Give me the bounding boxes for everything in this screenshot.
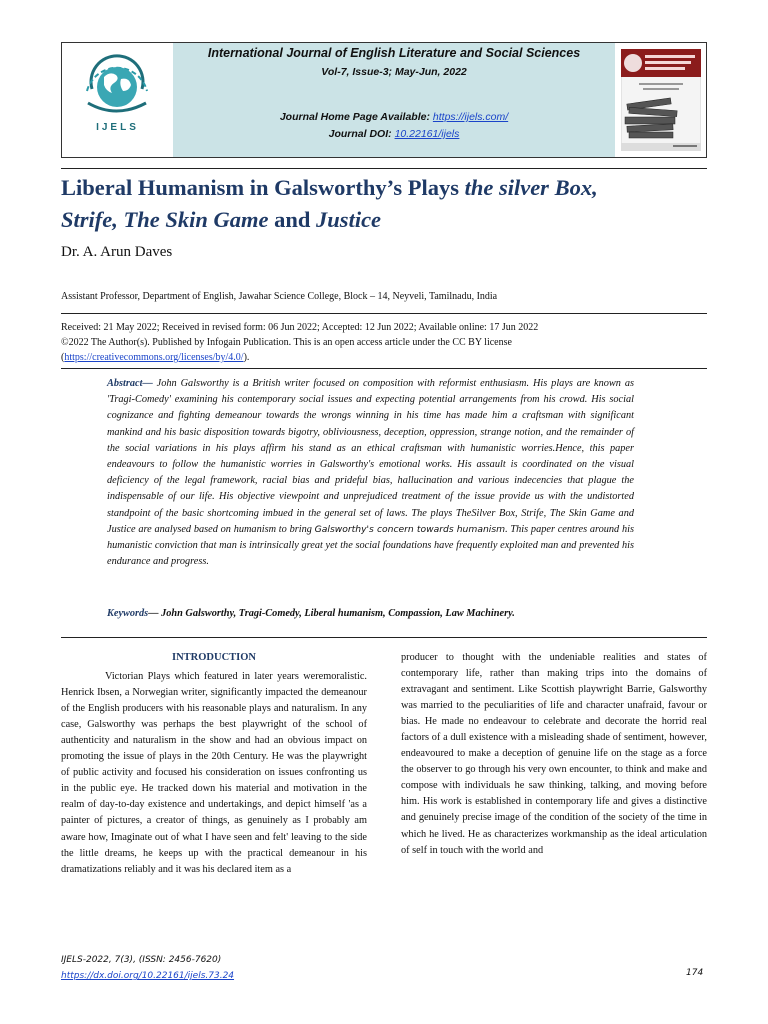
title-italic-1: the silver Box, — [464, 175, 598, 200]
body-column-left — [61, 650, 367, 878]
license-link[interactable]: https://creativecommons.org/licenses/by/4.0/ — [64, 352, 244, 363]
author-affiliation: Assistant Professor, Department of English, Jawahar Science College, Block – 14, Neyveli, Tamilnadu, India — [61, 291, 498, 302]
title-plain-1: Liberal Humanism in Galsworthy’s Plays — [61, 175, 465, 200]
book-stack-icon — [621, 49, 701, 151]
affiliation-divider — [61, 313, 707, 314]
title-plain-2: and — [268, 207, 317, 232]
intro-paragraph-right: producer to thought with the undeniable realities and states of contemporary life, rather than making trips into the domains of extravagant and sentiment. Like Scottish playwright Barrie, Galsworthy was married to the peculiarities of life and character unafraid, favour or bias. He made no endeavour to celebrate and decorate the horrid real factors of a dull existence with a misleading shade of sentiment, however, endeavoured to make a deception of genuine life on the stage as a force the observer to go through his very own encounter, to think and make and compose with individuals he saw thinking, talking, and moving before him. His work is established in contemporary life and gives a distinctive and genuinely precise image of the condition of the society of the time in which he lived. He as characterizes workmanship as the ideal articulation of self in touch with the world and — [401, 652, 707, 856]
journal-doi-line — [173, 128, 615, 140]
footer-issn: IJELS-2022, 7(3), (ISSN: 2456-7620) — [61, 955, 222, 965]
history-divider — [61, 368, 707, 369]
journal-volume: Vol-7, Issue-3; May-Jun, 2022 — [321, 66, 467, 78]
journal-home-line — [173, 111, 615, 123]
license-line — [61, 350, 701, 365]
journal-doi-link[interactable]: 10.22161/ijels — [394, 128, 460, 140]
header-divider — [61, 168, 707, 169]
intro-paragraph-left: Victorian Plays which featured in later years weremoralistic. Henrick Ibsen, a Norwegian writer, significantly impacted the demeanour of the English producers with his reasonable plays and naturalism. In any case, Galsworthy was perhaps the best playwright of the school of authenticity and naturalism in the show and had an obvious impact on promoting the issue of plays in the 20th Century. He was the playwright of public activity and focused his consideration on issues confronting us in the public eye. He tracked down his material and motivation in the realm of day-to-day existence and undertakings, and depict himself 'as a painter of pictures, a creator of things, as genuinely as I probably am aware how, Imaginate out of what I have seen and felt' leaving to the side the little dreams, he keeps up with the practical demeanour in his dramatizations reliably and it was his declared item as a — [61, 671, 367, 875]
doi-label: Journal DOI: — [328, 128, 395, 140]
keywords — [107, 608, 667, 619]
abstract-text-1: John Galsworthy is a British writer focused on composition with reformist enthusiasm. His plays are known as 'Tragi-Comedy' examining his contemporary social issues and expecting potential arrangements from his crowd. His social cognizance and fighting demeanour towards the wrongs winning in his time has made him a craftsman with significant mankind and his basic disposition towards bigotry, obliviousness, deception, oppression, strange notion, and the remainder of the social variations in his plays affirm his stand as an ethical craftsman with humanistic worries.Hence, this paper endeavours to follow the humanistic worries in Galsworthy's emotional works. His assault is coordinated on the visual deficiency of the legal framework, racial bias and prideful bias, hallucination and various indecencies that plague the indispensable of our life. His objective viewpoint and unprejudiced treatment of the issue provide us with the undistorted standpoint of the basic shortcoming imbued in the general set of laws. The plays TheSilver Box, Strife, The Skin Game and Justice are analysed based on humanism to bring — [107, 378, 634, 535]
journal-header — [61, 42, 707, 158]
journal-logo — [62, 43, 173, 157]
license-text: ©2022 The Author(s). Published by Infogain Publication. This is an open access article under the CC BY license — [61, 337, 512, 348]
title-italic-2: Strife, The Skin Game — [61, 207, 269, 232]
journal-info — [173, 43, 615, 157]
abstract — [107, 376, 634, 570]
article-dates: Received: 21 May 2022; Received in revised form: 06 Jun 2022; Accepted: 12 Jun 2022; Available online: 17 Jun 2022 — [61, 322, 539, 333]
journal-cover-image — [615, 43, 706, 157]
body-column-right — [401, 650, 707, 859]
keywords-label: Keywords — [107, 608, 149, 619]
journal-home-link[interactable]: https://ijels.com/ — [432, 111, 509, 123]
article-title — [61, 172, 707, 236]
keywords-list: — John Galsworthy, Tragi-Comedy, Liberal humanism, Compassion, Law Machinery. — [148, 608, 515, 619]
abstract-divider — [61, 637, 707, 638]
abstract-text-2: . This paper centres around his humanistic conviction that man is intrinsically great yet the social foundations have frequently exploited man and prevented his endurance and progress. — [107, 523, 634, 568]
abstract-label: Abstract— — [107, 378, 153, 389]
home-label: Journal Home Page Available: — [279, 111, 433, 123]
globe-icon — [74, 49, 160, 123]
footer-citation — [61, 952, 234, 984]
page-number: 174 — [686, 968, 704, 978]
license-open: ( — [61, 352, 65, 363]
author-name: Dr. A. Arun Daves — [61, 244, 173, 260]
article-history — [61, 320, 701, 365]
footer-doi-link[interactable]: https://dx.doi.org/10.22161/ijels.73.24 — [61, 971, 235, 981]
section-heading-introduction: INTRODUCTION — [171, 652, 256, 663]
license-close: ). — [243, 352, 250, 363]
abstract-text-hand: Galsworthy's concern towards humanism — [314, 523, 506, 535]
title-italic-3: Justice — [316, 207, 382, 232]
journal-title: International Journal of English Literature and Social Sciences — [207, 46, 581, 60]
logo-text: IJELS — [96, 122, 139, 133]
